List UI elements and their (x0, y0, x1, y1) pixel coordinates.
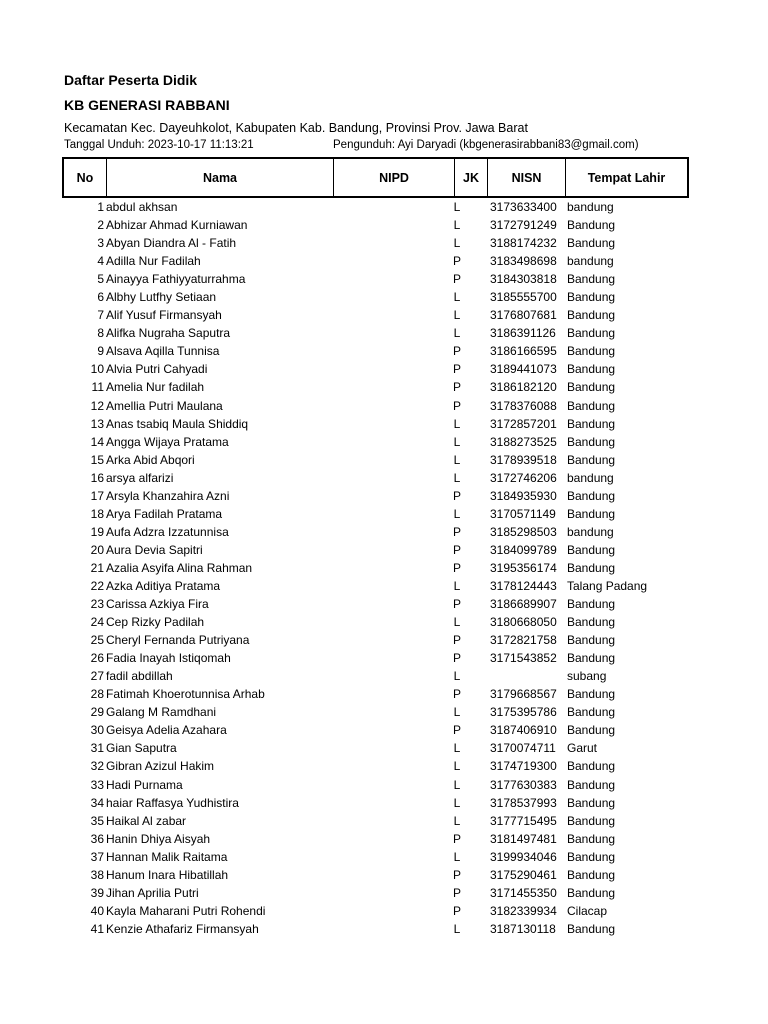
gender: P (452, 903, 461, 918)
gender: P (452, 362, 461, 377)
row-number: 17 (90, 488, 104, 503)
table-row (62, 866, 689, 884)
gender: L (453, 849, 461, 864)
row-number: 27 (90, 669, 104, 684)
school-name: KB GENERASI RABBANI (64, 97, 230, 113)
nisn: 3186391126 (490, 326, 556, 341)
row-number: 40 (90, 903, 104, 918)
row-number: 6 (97, 290, 104, 305)
birthplace: Bandung (567, 597, 616, 612)
student-name: Amellia Putri Maulana (106, 398, 223, 413)
birthplace: Bandung (567, 542, 616, 557)
nisn: 3176807681 (490, 308, 557, 323)
nisn: 3184935930 (490, 488, 557, 503)
student-name: Angga Wijaya Pratama (106, 434, 229, 449)
table-row (62, 721, 689, 739)
gender: L (453, 777, 461, 792)
table-row (62, 794, 689, 812)
birthplace: Bandung (567, 416, 616, 431)
nisn: 3187130118 (490, 921, 556, 936)
gender: P (452, 542, 461, 557)
table-row (62, 739, 689, 757)
table-row (62, 306, 689, 324)
student-name: Aura Devia Sapitri (106, 542, 203, 557)
table-row (62, 469, 689, 487)
downloader-info: Pengunduh: Ayi Daryadi (kbgenerasirabbani83@gmail.com) (333, 139, 639, 151)
row-number: 19 (90, 524, 104, 539)
student-name: Arka Abid Abqori (106, 452, 195, 467)
birthplace: Cilacap (567, 903, 608, 918)
gender: L (453, 795, 461, 810)
row-number: 15 (90, 452, 104, 467)
row-number: 13 (90, 416, 104, 431)
gender: P (452, 344, 461, 359)
download-date: Tanggal Unduh: 2023-10-17 11:13:21 (64, 139, 254, 151)
gender: L (453, 669, 461, 684)
row-number: 21 (90, 560, 104, 575)
student-name: Kenzie Athafariz Firmansyah (106, 921, 259, 936)
birthplace: Bandung (567, 615, 616, 630)
birthplace: Bandung (567, 272, 616, 287)
birthplace: Bandung (567, 867, 616, 882)
gender: P (452, 723, 461, 738)
nisn: 3181497481 (490, 831, 557, 846)
birthplace: Bandung (567, 290, 616, 305)
table-row (62, 920, 689, 938)
gender: L (453, 813, 461, 828)
birthplace: Bandung (567, 795, 616, 810)
student-name: Cheryl Fernanda Putriyana (106, 633, 250, 648)
gender: P (452, 867, 461, 882)
table-row (62, 487, 689, 505)
gender: L (453, 741, 461, 756)
row-number: 1 (97, 200, 104, 214)
row-number: 36 (90, 831, 104, 846)
table-row (62, 505, 689, 523)
column-header-no: No (64, 159, 107, 196)
gender: L (453, 705, 461, 720)
birthplace: Bandung (567, 651, 616, 666)
table-row (62, 324, 689, 342)
nisn: 3171455350 (490, 885, 557, 900)
row-number: 23 (90, 597, 104, 612)
birthplace: Bandung (567, 705, 616, 720)
birthplace: Bandung (567, 488, 616, 503)
student-name: Abyan Diandra Al - Fatih (106, 236, 237, 251)
nisn: 3199934046 (490, 849, 557, 864)
table-row (62, 541, 689, 559)
gender: L (453, 615, 461, 630)
nisn: 3185298503 (490, 524, 557, 539)
student-name: Alif Yusuf Firmansyah (106, 308, 222, 323)
nisn: 3189441073 (490, 362, 557, 377)
student-name: Abhizar Ahmad Kurniawan (106, 218, 248, 233)
student-name: Hanin Dhiya Aisyah (106, 831, 211, 846)
nisn: 3172791249 (490, 218, 557, 233)
nisn: 3187406910 (490, 723, 557, 738)
student-name: Alsava Aqilla Tunnisa (106, 344, 220, 359)
student-name: Hadi Purnama (106, 777, 183, 792)
student-name: Aufa Adzra Izzatunnisa (106, 524, 229, 539)
column-header-nisn: NISN (488, 159, 566, 196)
row-number: 2 (97, 218, 104, 233)
column-header-jk: JK (455, 159, 488, 196)
nisn: 3180668050 (490, 615, 557, 630)
birthplace: Bandung (567, 236, 616, 251)
gender: P (452, 560, 461, 575)
gender: L (453, 506, 461, 521)
gender: P (452, 597, 461, 612)
student-name: Hannan Malik Raitama (106, 849, 228, 864)
student-name: Arya Fadilah Pratama (106, 506, 223, 521)
gender: L (453, 200, 461, 214)
nisn: 3178939518 (490, 452, 557, 467)
birthplace: Bandung (567, 849, 616, 864)
row-number: 34 (90, 795, 104, 810)
row-number: 18 (90, 506, 104, 521)
table-header (62, 157, 689, 198)
row-number: 25 (90, 633, 104, 648)
birthplace: Bandung (567, 759, 616, 774)
table-row (62, 270, 689, 288)
nisn: 3185555700 (490, 290, 557, 305)
nisn: 3173633400 (490, 200, 557, 214)
nisn: 3177715495 (490, 813, 557, 828)
row-number: 16 (90, 470, 104, 485)
nisn: 3174719300 (490, 759, 557, 774)
student-name: Kayla Maharani Putri Rohendi (106, 903, 266, 918)
row-number: 38 (90, 867, 104, 882)
row-number: 31 (90, 741, 104, 756)
table-row (62, 902, 689, 920)
nisn: 3171543852 (490, 651, 557, 666)
nisn: 3178537993 (490, 795, 557, 810)
student-name: Adilla Nur Fadilah (106, 254, 201, 269)
nisn: 3186182120 (490, 380, 557, 395)
birthplace: Bandung (567, 506, 616, 521)
table-row (62, 757, 689, 775)
birthplace: Garut (567, 741, 598, 756)
birthplace: Bandung (567, 687, 616, 702)
row-number: 10 (90, 362, 104, 377)
gender: L (453, 218, 461, 233)
gender: P (452, 687, 461, 702)
table-row (62, 234, 689, 252)
student-name: Alvia Putri Cahyadi (106, 362, 208, 377)
row-number: 29 (90, 705, 104, 720)
location-line: Kecamatan Kec. Dayeuhkolot, Kabupaten Kab. Bandung, Provinsi Prov. Jawa Barat (64, 121, 528, 135)
birthplace: subang (567, 669, 607, 684)
gender: P (452, 380, 461, 395)
nisn: 3172857201 (490, 416, 557, 431)
row-number: 26 (90, 651, 104, 666)
student-name: Galang M Ramdhani (106, 705, 217, 720)
nisn: 3186689907 (490, 597, 557, 612)
birthplace: Bandung (567, 308, 616, 323)
row-number: 9 (97, 344, 104, 359)
column-header-nama: Nama (107, 159, 334, 196)
gender: L (453, 759, 461, 774)
gender: L (453, 326, 461, 341)
student-name: Fadia Inayah Istiqomah (106, 651, 231, 666)
table-row (62, 378, 689, 396)
table-row (62, 559, 689, 577)
gender: L (453, 452, 461, 467)
row-number: 33 (90, 777, 104, 792)
table-row (62, 216, 689, 234)
table-row (62, 812, 689, 830)
gender: L (453, 308, 461, 323)
birthplace: bandung (567, 470, 614, 485)
birthplace: Bandung (567, 921, 616, 936)
table-row (62, 649, 689, 667)
birthplace: Bandung (567, 560, 616, 575)
row-number: 32 (90, 759, 104, 774)
birthplace: Bandung (567, 633, 616, 648)
student-name: Gian Saputra (106, 741, 177, 756)
nisn: 3188273525 (490, 434, 557, 449)
row-number: 11 (91, 380, 104, 395)
student-name: Haikal Al zabar (106, 813, 187, 828)
gender: P (452, 831, 461, 846)
nisn: 3182339934 (490, 903, 557, 918)
nisn: 3184303818 (490, 272, 557, 287)
row-number: 39 (90, 885, 104, 900)
student-name: Azalia Asyifa Alina Rahman (106, 560, 253, 575)
row-number: 5 (97, 272, 104, 287)
birthplace: Bandung (567, 813, 616, 828)
birthplace: Bandung (567, 723, 616, 738)
gender: P (452, 651, 461, 666)
row-number: 3 (97, 236, 104, 251)
student-name: Hanum Inara Hibatillah (106, 867, 229, 882)
row-number: 12 (90, 398, 104, 413)
nisn: 3170571149 (490, 506, 556, 521)
birthplace: Bandung (567, 398, 616, 413)
student-name: abdul akhsan (106, 200, 178, 214)
student-name: Azka Aditiya Pratama (106, 578, 221, 593)
table-row (62, 342, 689, 360)
row-number: 41 (90, 921, 104, 936)
row-number: 22 (90, 578, 104, 593)
table-row (62, 830, 689, 848)
table-row (62, 613, 689, 631)
gender: P (452, 254, 461, 269)
table-row (62, 198, 689, 216)
row-number: 7 (97, 308, 104, 323)
student-name: Ainayya Fathiyyaturrahma (106, 272, 246, 287)
row-number: 30 (90, 723, 104, 738)
table-row (62, 595, 689, 613)
birthplace: Talang Padang (567, 578, 648, 593)
gender: P (452, 885, 461, 900)
row-number: 4 (97, 254, 104, 269)
table-row (62, 415, 689, 433)
table-row (62, 884, 689, 902)
birthplace: Bandung (567, 885, 616, 900)
student-name: Anas tsabiq Maula Shiddiq (106, 416, 249, 431)
nisn: 3172821758 (490, 633, 557, 648)
birthplace: bandung (567, 254, 614, 269)
birthplace: Bandung (567, 777, 616, 792)
birthplace: Bandung (567, 831, 616, 846)
student-name: Gibran Azizul Hakim (106, 759, 215, 774)
gender: L (453, 921, 461, 936)
birthplace: bandung (567, 200, 614, 214)
nisn: 3188174232 (490, 236, 557, 251)
column-header-nipd: NIPD (334, 159, 455, 196)
birthplace: Bandung (567, 434, 616, 449)
nisn: 3183498698 (490, 254, 557, 269)
student-name: Cep Rizky Padilah (106, 615, 205, 630)
gender: P (452, 524, 461, 539)
student-name: Arsyla Khanzahira Azni (106, 488, 230, 503)
table-row (62, 397, 689, 415)
nisn: 3195356174 (490, 560, 557, 575)
student-name: Geisya Adelia Azahara (106, 723, 227, 738)
column-header-tempat-lahir: Tempat Lahir (587, 170, 666, 185)
nisn: 3175395786 (490, 705, 557, 720)
gender: L (453, 236, 461, 251)
gender: L (453, 416, 461, 431)
student-name: fadil abdillah (106, 669, 173, 684)
birthplace: Bandung (567, 452, 616, 467)
gender: L (453, 578, 461, 593)
table-row (62, 703, 689, 721)
nisn: 3184099789 (490, 542, 557, 557)
student-name: haiar Raffasya Yudhistira (106, 795, 239, 810)
table-row (62, 577, 689, 595)
student-name: Jihan Aprilia Putri (106, 885, 199, 900)
student-name: Albhy Lutfhy Setiaan (106, 290, 217, 305)
nisn: 3186166595 (490, 344, 557, 359)
student-name: Fatimah Khoerotunnisa Arhab (106, 687, 265, 702)
student-name: Amelia Nur fadilah (106, 380, 205, 395)
table-row (62, 631, 689, 649)
nisn: 3177630383 (490, 777, 557, 792)
birthplace: bandung (567, 524, 614, 539)
student-name: Carissa Azkiya Fira (106, 597, 209, 612)
table-row (62, 288, 689, 306)
row-number: 37 (90, 849, 104, 864)
table-row (62, 360, 689, 378)
row-number: 20 (90, 542, 104, 557)
row-number: 24 (90, 615, 104, 630)
nisn: 3179668567 (490, 687, 557, 702)
table-row (62, 667, 689, 685)
birthplace: Bandung (567, 326, 616, 341)
birthplace: Bandung (567, 380, 616, 395)
gender: P (452, 633, 461, 648)
nisn: 3178376088 (490, 398, 557, 413)
table-row (62, 848, 689, 866)
table-row (62, 776, 689, 794)
student-table-body (62, 198, 689, 938)
table-row (62, 451, 689, 469)
row-number: 35 (90, 813, 104, 828)
table-row (62, 252, 689, 270)
nisn: 3178124443 (490, 578, 557, 593)
birthplace: Bandung (567, 362, 616, 377)
nisn: 3175290461 (490, 867, 557, 882)
row-number: 28 (90, 687, 104, 702)
table-row (62, 685, 689, 703)
gender: L (453, 470, 461, 485)
gender: P (452, 488, 461, 503)
student-name: arsya alfarizi (106, 470, 174, 485)
gender: L (453, 434, 461, 449)
student-name: Alifka Nugraha Saputra (106, 326, 231, 341)
nisn: 3172746206 (490, 470, 557, 485)
birthplace: Bandung (567, 344, 616, 359)
gender: P (452, 272, 461, 287)
nisn: 3170074711 (490, 741, 556, 756)
birthplace: Bandung (567, 218, 616, 233)
document-title: Daftar Peserta Didik (64, 72, 198, 88)
gender: P (452, 398, 461, 413)
gender: L (453, 290, 461, 305)
table-row (62, 523, 689, 541)
row-number: 8 (97, 326, 104, 341)
row-number: 14 (90, 434, 104, 449)
table-row (62, 433, 689, 451)
